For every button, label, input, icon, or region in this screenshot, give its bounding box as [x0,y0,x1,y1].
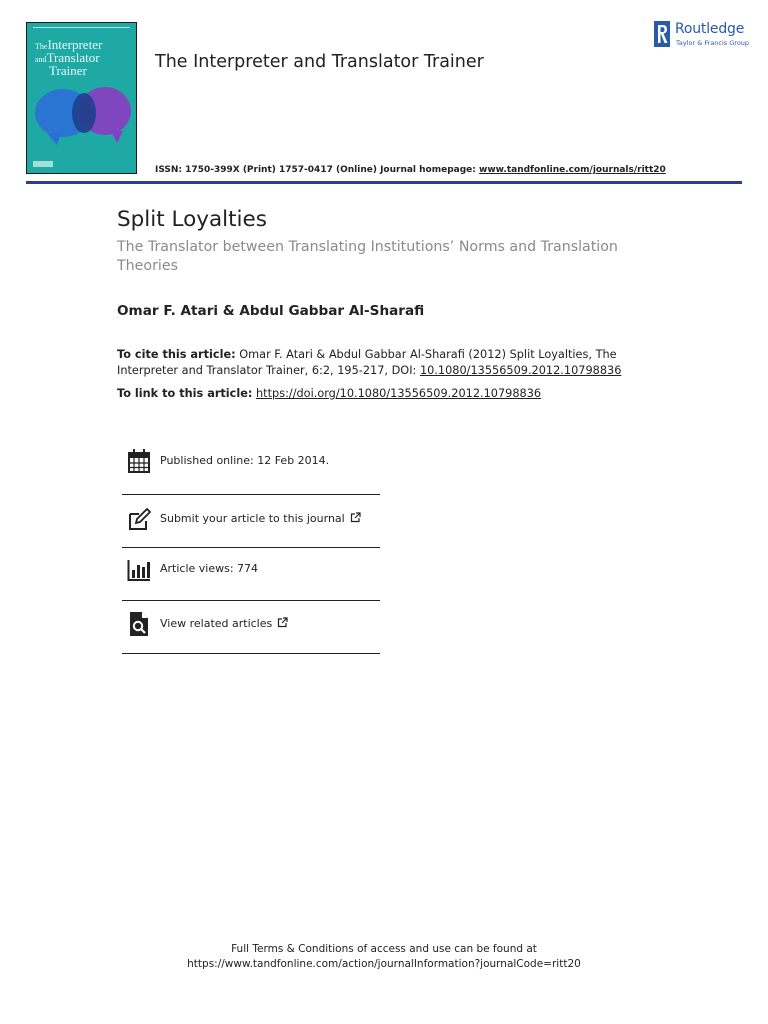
article-title: Split Loyalties [117,207,267,232]
journal-cover [26,22,137,174]
publisher-name: Routledge [675,21,745,37]
published-date: Published online: 12 Feb 2014. [160,454,330,467]
external-link-icon [350,512,361,523]
article-link-line [117,387,541,400]
journal-title: The Interpreter and Translator Trainer [155,52,484,72]
bar-chart-icon [127,556,151,582]
submit-article-link[interactable] [160,512,361,525]
article-views-count: Article views: 774 [160,562,259,575]
cover-header-strip [33,27,130,31]
submit-article-row[interactable] [122,496,380,544]
routledge-logo [654,21,750,49]
terms-text: Full Terms & Conditions of access and use can be found at [231,943,537,955]
routledge-r-icon [654,21,670,47]
publisher-group: Taylor & Francis Group [676,39,750,47]
article-subtitle: The Translator between Translating Institutions’ Norms and Translation Theories [117,239,618,274]
issn-line [155,165,666,175]
journal-homepage-link[interactable]: www.tandfonline.com/journals/ritt20 [479,165,666,175]
header-divider [26,181,742,184]
info-divider [122,494,380,495]
info-divider [122,653,380,654]
article-views-row [122,546,380,594]
related-articles-text: View related articles [160,617,273,630]
cite-label: To cite this article: [117,348,236,361]
cover-faces-illustration [27,81,137,161]
cite-text: Omar F. Atari & Abdul Gabbar Al-Sharafi (2012) Split Loyalties, The Interpreter and Translator Trainer, 6:2, 195-217, DOI: [117,348,617,377]
citation [117,347,657,378]
related-articles-link[interactable] [160,617,288,630]
link-label: To link to this article: [117,387,253,400]
issn-text: ISSN: 1750-399X (Print) 1757-0417 (Online) Journal homepage: [155,165,476,175]
article-authors: Omar F. Atari & Abdul Gabbar Al-Sharafi [117,303,425,319]
cover-word: The [35,42,48,51]
cite-doi-link[interactable]: 10.1080/13556509.2012.10798836 [419,363,622,377]
cover-word: and [35,55,47,64]
related-articles-row[interactable] [122,601,380,649]
cover-title [35,39,102,78]
article-doi-link[interactable]: https://doi.org/10.1080/13556509.2012.10798836 [256,387,542,400]
calendar-icon [127,448,151,474]
cover-publisher-mark [33,161,53,167]
published-online-row [122,438,380,486]
cover-word: Translator [46,50,100,65]
external-link-icon [277,617,288,628]
terms-footer [0,942,768,972]
search-document-icon [127,611,151,637]
edit-icon [127,506,151,532]
cover-word: Trainer [49,63,87,78]
terms-url[interactable]: https://www.tandfonline.com/action/journalInformation?journalCode=ritt20 [187,958,581,970]
cover-word: Interpreter [47,37,103,52]
submit-article-text: Submit your article to this journal [160,512,345,525]
